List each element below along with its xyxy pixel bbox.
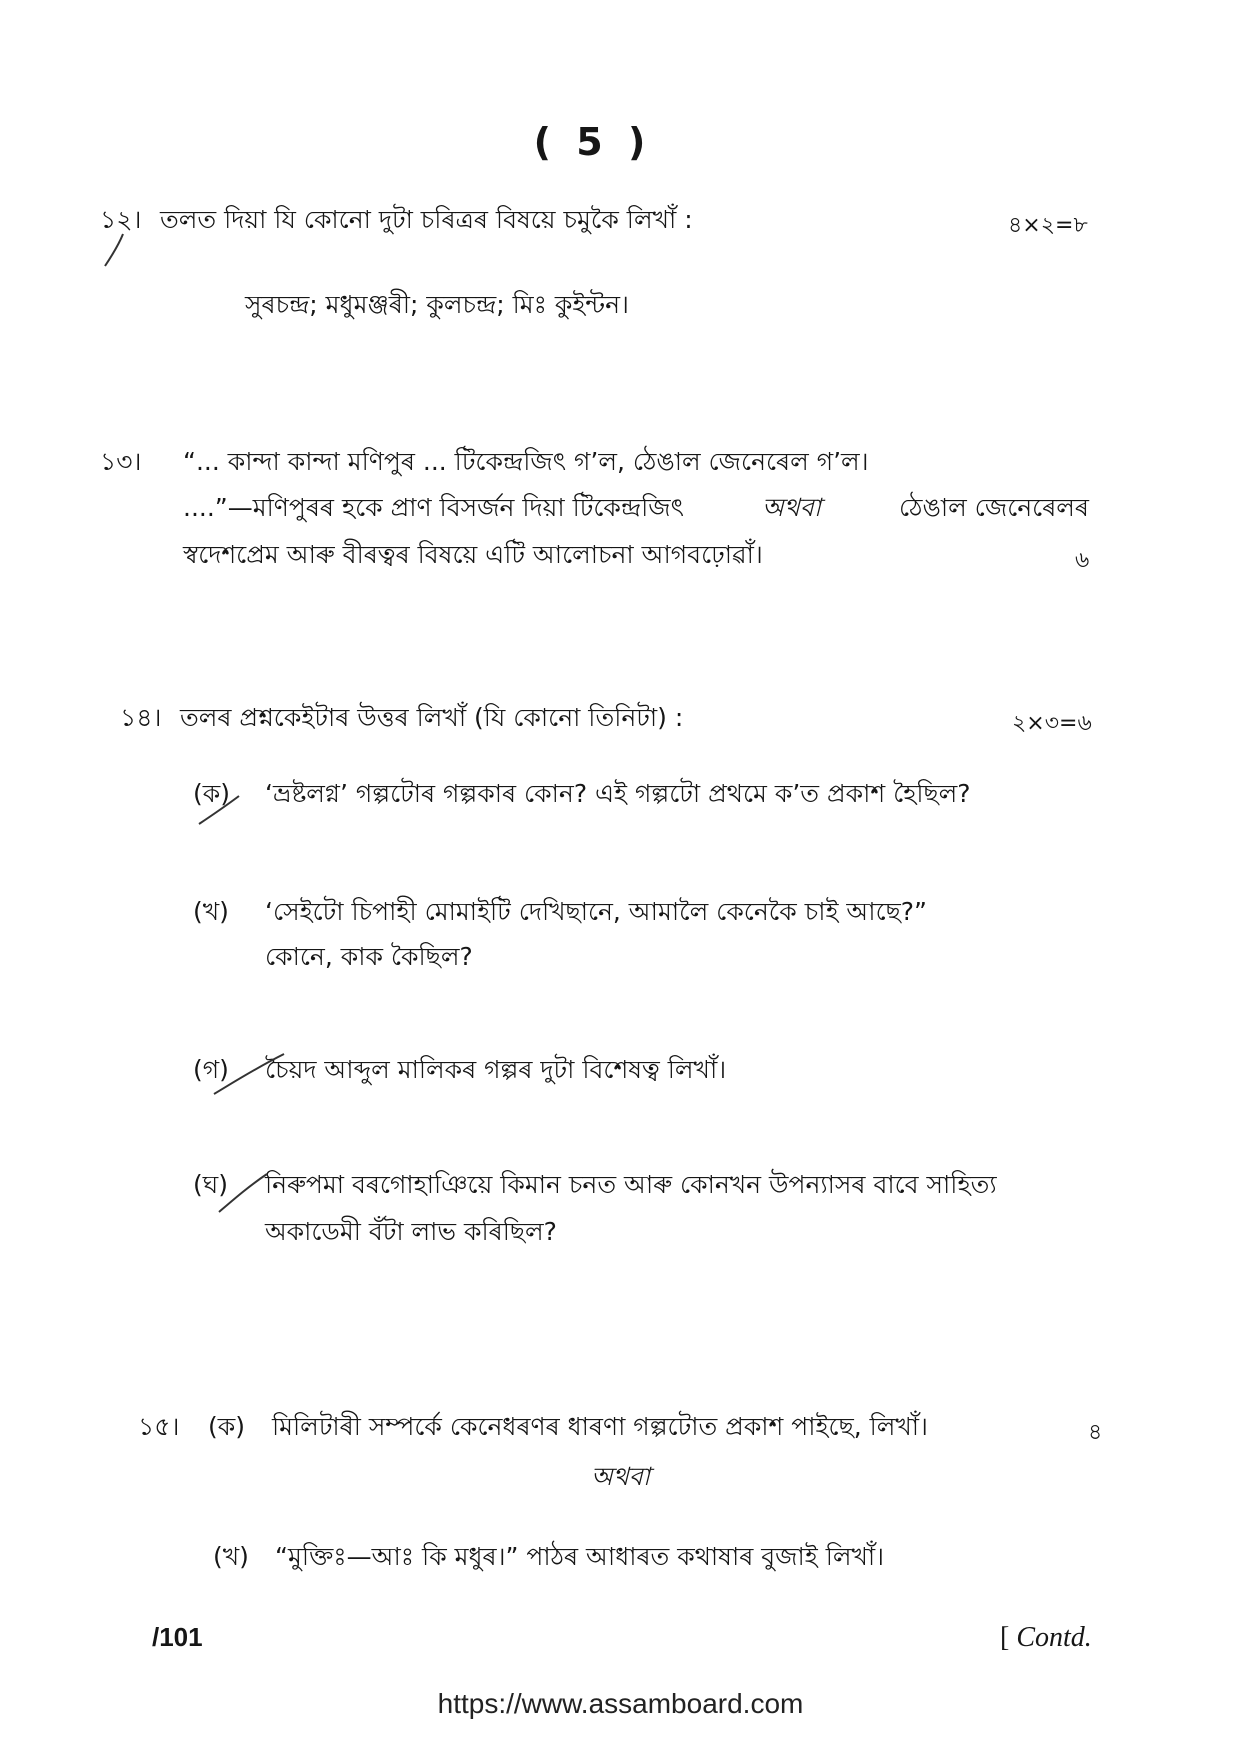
- q12-text: তলত দিয়া যি কোনো দুটা চৰিত্ৰৰ বিষয়ে চমুকৈ লিখাঁ :: [160, 205, 693, 234]
- pen-tick-icon: [95, 230, 135, 270]
- q15-a-text: মিলিটাৰী সম্পৰ্কে কেনেধৰণৰ ধাৰণা গল্পটোত প্ৰকাশ পাইছে, লিখাঁ।: [272, 1412, 929, 1441]
- q14-sub-text: অকাডেমী বঁটা লাভ কৰিছিল?: [265, 1217, 557, 1246]
- q15-number: ১৫।: [138, 1412, 180, 1441]
- q14-number: ১৪।: [120, 703, 162, 732]
- q14-sub-text: কোনে, কাক কৈছিল?: [265, 942, 473, 971]
- q14-sub-text: ‘সেইটো চিপাহী মোমাইটি দেখিছানে, আমালৈ কেনেকৈ চাই আছে?”: [265, 897, 927, 926]
- pen-tick-icon: [195, 790, 245, 830]
- continued-text: Contd.: [1016, 1622, 1092, 1653]
- q13-line2-post: ঠেঙাল জেনেৰেলৰ: [899, 493, 1089, 522]
- paper-code: /101: [152, 1622, 203, 1652]
- q13-line2-or: অথবা: [762, 493, 822, 522]
- q14-sub-text: চৈয়দ আব্দুল মালিকৰ গল্পৰ দুটা বিশেষত্ব লিখাঁ।: [265, 1055, 727, 1084]
- pen-tick-icon: [215, 1168, 275, 1218]
- q15-b-text: “মুক্তিঃ—আঃ কি মধুৰ।” পাঠৰ আধাৰত কথাষাৰ বুজাই লিখাঁ।: [275, 1542, 885, 1571]
- continued-bracket: [: [1000, 1622, 1010, 1653]
- q14-sub-label: (ঘ): [193, 1170, 228, 1199]
- q14-sub-label: (গ): [193, 1055, 229, 1084]
- q14-sub-text: ‘ভ্ৰষ্টলগ্ন’ গল্পটোৰ গল্পকাৰ কোন? এই গল্পটো প্ৰথমে ক’ত প্ৰকাশ হৈছিল?: [265, 779, 971, 808]
- q13-marks: ৬: [1075, 548, 1090, 573]
- q12-marks: ৪×২=৮: [1008, 213, 1088, 238]
- website-link[interactable]: https://www.assamboard.com: [437, 1688, 804, 1719]
- q15-b-label: (খ): [213, 1542, 249, 1571]
- q15-marks: ৪: [1088, 1420, 1103, 1445]
- q15-a-label: (ক): [208, 1412, 245, 1441]
- q14-marks: ২×৩=৬: [1012, 711, 1092, 736]
- pen-tick-icon: [210, 1050, 290, 1100]
- q13-line2-pre: ....”—মণিপুৰৰ হকে প্ৰাণ বিসৰ্জন দিয়া টিকেন্দ্ৰজিৎ: [183, 493, 684, 522]
- q12-options: সুৰচন্দ্ৰ; মধুমঞ্জৰী; কুলচন্দ্ৰ; মিঃ কুইন্টন।: [245, 290, 629, 319]
- continued-note: [1000, 1622, 1092, 1654]
- q14-sub-label: (খ): [193, 897, 229, 926]
- page-number: ( 5 ): [533, 120, 652, 164]
- q14-sub-label: (ক): [193, 779, 230, 808]
- q15-or: অথবা: [590, 1462, 650, 1491]
- q13-line2: [183, 486, 1089, 530]
- q12-number: ১২।: [100, 205, 142, 234]
- q14-text: তলৰ প্ৰশ্নকেইটাৰ উত্তৰ লিখাঁ (যি কোনো তিনিটা) :: [180, 703, 684, 732]
- q13-number: ১৩।: [100, 447, 142, 476]
- q14-sub-text: নিৰুপমা বৰগোহাঞিয়ে কিমান চনত আৰু কোনখন উপন্যাসৰ বাবে সাহিত্য: [265, 1170, 997, 1199]
- q13-line3: স্বদেশপ্ৰেম আৰু বীৰত্বৰ বিষয়ে এটি আলোচনা আগবঢ়োৱাঁ।: [183, 540, 763, 569]
- q13-line1: “... কান্দা কান্দা মণিপুৰ ... টিকেন্দ্ৰজিৎ গ’ল, ঠেঙাল জেনেৰেল গ’ল।: [183, 447, 869, 476]
